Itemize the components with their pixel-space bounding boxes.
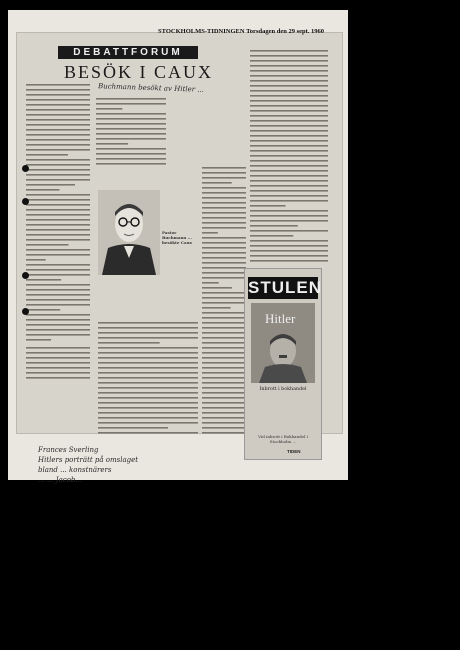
text-line — [98, 362, 198, 364]
text-line — [26, 372, 90, 374]
text-line — [26, 234, 90, 236]
text-line — [26, 104, 90, 106]
text-line — [98, 372, 198, 374]
text-line — [26, 239, 90, 241]
text-line — [250, 240, 328, 242]
text-line — [26, 134, 90, 136]
article-column-2-lower — [98, 320, 198, 435]
text-line — [26, 264, 90, 266]
text-line — [26, 169, 90, 171]
text-line — [250, 130, 328, 132]
text-line — [202, 422, 246, 424]
text-line — [250, 50, 328, 52]
text-line — [202, 187, 246, 189]
text-line — [26, 254, 90, 256]
text-line — [250, 225, 298, 227]
text-line — [202, 207, 246, 209]
text-line — [26, 99, 90, 101]
text-line — [98, 402, 198, 404]
text-line — [250, 255, 328, 257]
headline: BESÖK I CAUX — [64, 62, 214, 82]
text-line — [250, 185, 328, 187]
punch-hole — [22, 272, 29, 279]
text-line — [98, 427, 168, 429]
text-line — [202, 377, 246, 379]
text-line — [98, 377, 198, 379]
text-line — [26, 249, 90, 251]
text-line — [202, 267, 246, 269]
text-line — [26, 339, 51, 341]
text-line — [26, 149, 90, 151]
text-line — [250, 125, 328, 127]
text-line — [96, 163, 166, 165]
scanned-page — [8, 10, 348, 484]
text-line — [26, 284, 90, 286]
text-line — [98, 382, 198, 384]
text-line — [98, 367, 198, 369]
text-line — [250, 245, 328, 247]
text-line — [26, 109, 90, 111]
text-line — [202, 387, 246, 389]
text-line — [250, 85, 328, 87]
text-line — [202, 227, 246, 229]
text-line — [202, 427, 246, 429]
text-line — [96, 133, 166, 135]
text-line — [202, 192, 246, 194]
text-line — [98, 432, 198, 434]
text-line — [250, 95, 328, 97]
text-line — [26, 89, 90, 91]
text-line — [250, 190, 328, 192]
text-line — [26, 194, 90, 196]
text-line — [250, 90, 328, 92]
text-line — [98, 397, 198, 399]
text-line — [26, 299, 90, 301]
book-advertisement — [244, 268, 322, 460]
text-line — [250, 120, 328, 122]
text-line — [26, 352, 90, 354]
text-line — [202, 287, 232, 289]
newsprint-lines — [26, 82, 90, 342]
text-line — [250, 220, 328, 222]
text-line — [96, 123, 166, 125]
text-line — [98, 337, 198, 339]
newsprint-lines — [98, 320, 198, 435]
text-line — [98, 392, 198, 394]
text-line — [98, 357, 198, 359]
text-line — [26, 229, 90, 231]
text-line — [202, 257, 246, 259]
text-line — [202, 402, 246, 404]
text-line — [202, 342, 246, 344]
text-line — [202, 372, 246, 374]
text-line — [26, 304, 90, 306]
newsprint-lines — [96, 96, 166, 166]
ad-title: STULEN — [248, 278, 322, 297]
text-line — [26, 144, 90, 146]
text-line — [202, 197, 246, 199]
handwritten-note-bottom — [38, 445, 138, 485]
text-line — [26, 84, 90, 86]
text-line — [26, 154, 68, 156]
text-line — [96, 153, 166, 155]
text-line — [250, 260, 328, 262]
text-line — [250, 235, 293, 237]
text-line — [98, 327, 198, 329]
text-line — [250, 150, 328, 152]
text-line — [98, 352, 198, 354]
text-line — [202, 322, 246, 324]
text-line — [202, 237, 246, 239]
newsprint-lines — [202, 165, 246, 435]
text-line — [26, 324, 90, 326]
text-line — [202, 312, 246, 314]
text-line — [98, 342, 160, 344]
text-line — [250, 70, 328, 72]
text-line — [250, 250, 328, 252]
text-line — [202, 202, 246, 204]
text-line — [96, 98, 166, 100]
text-line — [202, 347, 246, 349]
handwritten-note-top: Buchmann besökt av Hitler ... — [97, 82, 205, 94]
text-line — [202, 297, 246, 299]
handwritten-line: ... ... Jacob... — [38, 476, 83, 484]
text-line — [250, 145, 328, 147]
ad-small-text: Vid inbrott i Bokhandel i Stockholm ... — [258, 434, 308, 444]
text-line — [202, 222, 246, 224]
text-line — [26, 94, 90, 96]
punch-hole — [22, 165, 29, 172]
masthead: STOCKHOLMS-TIDNINGEN Torsdagen den 29 sept. 1960 — [158, 28, 325, 35]
text-line — [202, 332, 246, 334]
text-line — [26, 347, 90, 349]
text-line — [26, 362, 90, 364]
article-column-1-lower — [26, 345, 90, 383]
book-cover-title: Hitler — [265, 311, 296, 326]
text-line — [26, 124, 90, 126]
text-line — [202, 432, 246, 434]
text-line — [26, 367, 90, 369]
text-line — [96, 138, 166, 140]
text-line — [250, 230, 328, 232]
text-line — [250, 55, 328, 57]
text-line — [26, 189, 59, 191]
text-line — [26, 179, 90, 181]
text-line — [250, 160, 328, 162]
text-line — [26, 357, 90, 359]
text-line — [26, 139, 90, 141]
punch-hole — [22, 198, 29, 205]
text-line — [26, 119, 90, 121]
text-line — [202, 302, 246, 304]
punch-hole — [22, 308, 29, 315]
text-line — [202, 252, 246, 254]
text-line — [96, 128, 166, 130]
text-line — [250, 195, 328, 197]
text-line — [98, 322, 198, 324]
text-line — [98, 407, 198, 409]
text-line — [26, 319, 90, 321]
text-line — [26, 199, 90, 201]
text-line — [202, 407, 246, 409]
text-line — [26, 209, 90, 211]
text-line — [26, 334, 90, 336]
text-line — [202, 262, 246, 264]
text-line — [250, 75, 328, 77]
text-line — [250, 115, 328, 117]
text-line — [26, 224, 90, 226]
text-line — [250, 135, 328, 137]
text-line — [250, 60, 328, 62]
text-line — [26, 164, 90, 166]
text-line — [26, 289, 90, 291]
article-column-1 — [26, 82, 90, 342]
handwritten-line: Hitlers porträtt på omslaget — [38, 456, 139, 464]
text-line — [202, 382, 246, 384]
text-line — [202, 182, 232, 184]
text-line — [202, 362, 246, 364]
text-line — [98, 422, 198, 424]
text-line — [202, 327, 246, 329]
ad-footer: TIDEN — [287, 449, 301, 454]
text-line — [26, 314, 90, 316]
book-cover-image — [251, 303, 315, 383]
text-line — [250, 110, 328, 112]
text-line — [96, 108, 122, 110]
handwritten-line: bland ... konstnärers — [38, 466, 112, 474]
text-line — [98, 332, 198, 334]
text-line — [202, 317, 246, 319]
text-line — [202, 392, 246, 394]
handwritten-line: Frances Sverling — [38, 446, 99, 454]
text-line — [98, 347, 198, 349]
text-line — [26, 129, 90, 131]
text-line — [202, 217, 246, 219]
text-line — [202, 167, 246, 169]
text-line — [26, 274, 90, 276]
text-line — [202, 412, 246, 414]
text-line — [98, 412, 198, 414]
text-line — [96, 143, 128, 145]
text-line — [250, 170, 328, 172]
text-line — [96, 148, 166, 150]
text-line — [98, 387, 198, 389]
text-line — [26, 204, 90, 206]
text-line — [250, 65, 328, 67]
text-line — [26, 269, 90, 271]
text-line — [96, 113, 166, 115]
text-line — [98, 417, 198, 419]
article-column-3 — [202, 165, 246, 435]
newsprint-lines — [250, 48, 328, 263]
text-line — [202, 277, 246, 279]
text-line — [202, 172, 246, 174]
text-line — [250, 200, 328, 202]
text-line — [202, 367, 246, 369]
text-line — [26, 279, 61, 281]
text-line — [96, 158, 166, 160]
text-line — [250, 175, 328, 177]
text-line — [202, 292, 246, 294]
section-banner: DEBATTFORUM — [58, 46, 198, 59]
text-line — [26, 244, 68, 246]
text-line — [250, 180, 328, 182]
text-line — [202, 247, 246, 249]
text-line — [250, 215, 328, 217]
newsprint-lines — [26, 345, 90, 383]
photo-caption: Pastor Buchmann ... besökte Caux — [162, 230, 192, 245]
text-line — [202, 242, 246, 244]
text-line — [202, 212, 246, 214]
text-line — [26, 219, 90, 221]
text-line — [250, 205, 286, 207]
text-line — [250, 105, 328, 107]
text-line — [26, 377, 90, 379]
text-line — [202, 282, 219, 284]
text-line — [250, 210, 328, 212]
text-line — [250, 80, 328, 82]
portrait-photo — [98, 190, 160, 275]
text-line — [202, 177, 246, 179]
text-line — [202, 232, 218, 234]
text-line — [202, 357, 246, 359]
text-line — [250, 100, 328, 102]
text-line — [26, 294, 90, 296]
text-line — [26, 309, 60, 311]
text-line — [250, 140, 328, 142]
text-line — [202, 352, 246, 354]
text-line — [202, 397, 246, 399]
text-line — [96, 103, 166, 105]
text-line — [202, 417, 246, 419]
text-line — [26, 184, 75, 186]
text-line — [26, 329, 90, 331]
text-line — [26, 159, 90, 161]
text-line — [96, 118, 166, 120]
text-line — [26, 214, 90, 216]
text-line — [250, 165, 328, 167]
text-line — [202, 337, 246, 339]
text-line — [202, 307, 231, 309]
article-column-2 — [96, 96, 166, 166]
ad-text: Inbrott i bokhandel — [259, 387, 307, 392]
text-line — [26, 174, 90, 176]
text-line — [26, 114, 90, 116]
article-column-4 — [250, 48, 328, 263]
text-line — [202, 272, 246, 274]
text-line — [26, 259, 46, 261]
text-line — [250, 155, 328, 157]
